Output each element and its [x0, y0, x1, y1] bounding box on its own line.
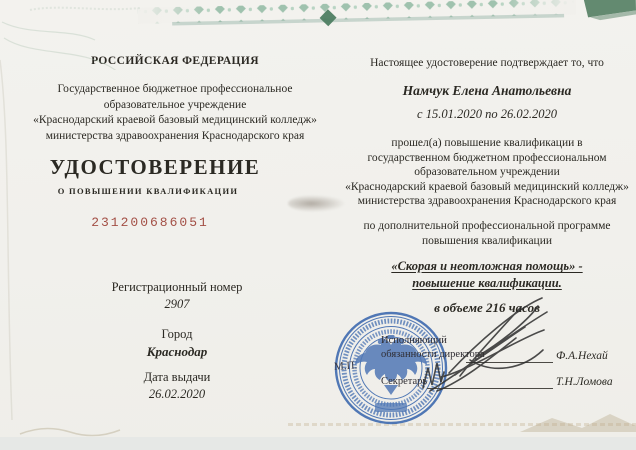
institution-line: министерства здравоохранения Краснодарского края: [45, 129, 305, 142]
program-name-line: повышение квалификации.: [412, 275, 562, 290]
stamp-place-label: М.П.: [333, 359, 358, 374]
program-intro-line: по дополнительной профессиональной программе: [363, 220, 611, 232]
body-line: образовательном учреждении: [414, 166, 560, 178]
director-signature-line: [466, 362, 553, 363]
body-line: министерства здравоохранения Краснодарского края: [357, 195, 617, 207]
issue-date-value: 26.02.2020: [148, 387, 206, 401]
confirmation-line: Настоящее удостоверение подтверждает то, что: [370, 57, 604, 69]
registration-number-value: 2907: [164, 297, 190, 311]
city-label: Город: [161, 327, 193, 341]
training-volume: в объеме 216 часов: [434, 300, 540, 315]
stamp-bottom-banner: [375, 403, 407, 412]
city-value: Краснодар: [146, 344, 208, 359]
director-title-label: Исполняющий обязанности директора: [381, 335, 485, 360]
director-name: Ф.А.Нехай: [556, 350, 608, 362]
country-header: РОССИЙСКАЯ ФЕДЕРАЦИЯ: [91, 55, 259, 67]
institution-name-block: [20, 82, 330, 144]
secretary-name: Т.Н.Ломова: [556, 376, 613, 388]
document-subtitle: О ПОВЫШЕНИИ КВАЛИФИКАЦИИ: [57, 186, 239, 196]
body-line: государственном бюджетном профессиональном: [367, 151, 607, 164]
institution-line: образовательное учреждение: [103, 98, 247, 111]
registration-number-label: Регистрационный номер: [111, 280, 243, 294]
program-name-block: [337, 258, 636, 291]
training-body-block: [334, 136, 636, 209]
body-line: «Краснодарский краевой базовый медицинский колледж»: [345, 180, 629, 193]
institution-line: «Краснодарский краевой базовый медицинский колледж»: [33, 114, 317, 126]
document-title: УДОСТОВЕРЕНИЕ: [49, 155, 261, 179]
institution-line: Государственное бюджетное профессиональное: [57, 83, 293, 95]
training-period: с 15.01.2020 по 26.02.2020: [417, 107, 557, 121]
program-name-line: «Скорая и неотложная помощь» -: [391, 259, 583, 273]
program-intro-line: повышения квалификации: [421, 235, 553, 247]
body-line: прошел(а) повышение квалификации в: [391, 137, 583, 149]
holder-name: Намчук Елена Анатольевна: [402, 83, 572, 98]
scanner-background: [0, 437, 636, 450]
issue-date-label: Дата выдачи: [143, 370, 211, 384]
program-intro-block: [337, 219, 636, 249]
serial-number: 231200686051: [91, 215, 209, 230]
secretary-signature-line: [427, 388, 553, 389]
secretary-title-label: Секретарь: [381, 376, 428, 387]
